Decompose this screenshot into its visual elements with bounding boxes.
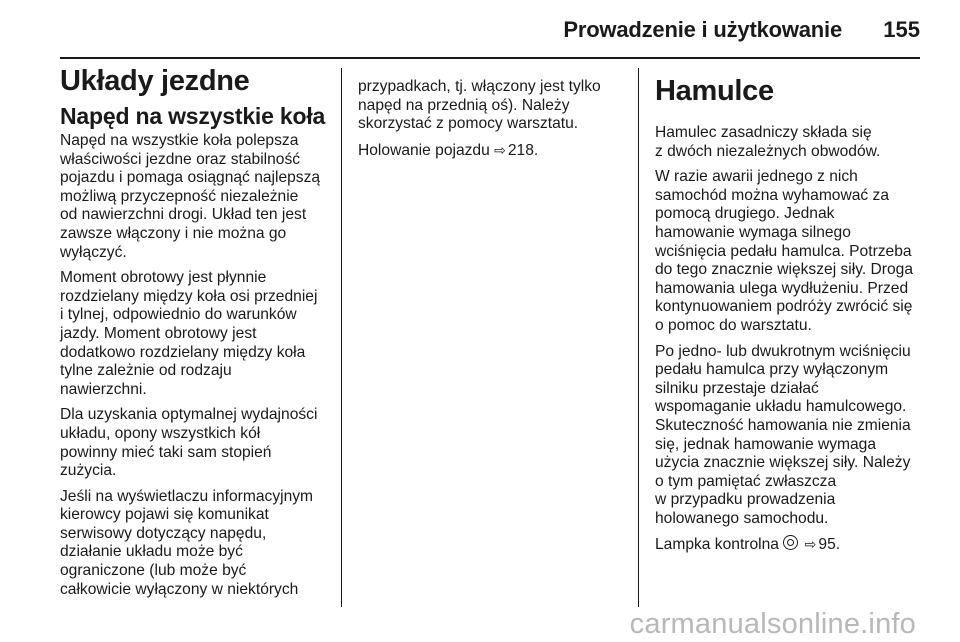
- paragraph: przypadkach, tj. włączony jest tylko napęd na przednią oś). Należy skorzystać z pomocy warsztatu.: [358, 78, 601, 133]
- paragraph: Napęd na wszystkie koła polepsza właściwości jezdne oraz stabilność pojazdu i pomaga osiągnąć najlepszą możliwą przyczepność niezależnie od nawierzchni drogi. Układ ten jest zawsze włączony i nie można go wyłączyć.: [60, 132, 321, 261]
- reference-link[interactable]: 218.: [507, 141, 539, 159]
- paragraph: W razie awarii jednego z nich samochód można wyhamować za pomocą drugiego. Jednak hamowanie wymaga silnego wciśnięcia pedału hamulca. Potrzeba do tego znacznie większej siły. Droga hamowania ulega wydłużeniu. Przed kontynuowaniem podróży zwrócić się o pomoc do warsztatu.: [655, 168, 913, 334]
- arrow-reference-icon: ⇨: [804, 536, 817, 553]
- section-heading-uklady: Układy jezdne: [60, 65, 250, 97]
- section-heading-hamulce: Hamulce: [655, 75, 774, 107]
- reference-line: Holowanie pojazdu ⇨ 218.: [358, 141, 539, 159]
- paragraph: Hamulec zasadniczy składa się z dwóch niezależnych obwodów.: [655, 124, 881, 160]
- page-number: 155: [883, 17, 920, 42]
- column-3: [655, 64, 927, 562]
- reference-line: Lampka kontrolna ⇨ 95.: [655, 536, 841, 554]
- paragraph: Moment obrotowy jest płynnie rozdzielany między koła osi przedniej i tylnej, odpowiednio do warunków jazdy. Moment obrotowy jest dodatkowo rozdzielany między koła tylne zależnie od rodzaju nawierzchni.: [60, 269, 318, 398]
- watermark: carmanualsonline.info: [629, 608, 916, 640]
- arrow-reference-icon: ⇨: [494, 141, 506, 158]
- column-1: [60, 64, 336, 606]
- paragraph: Dla uzyskania optymalnej wydajności układu, opony wszystkich kół powinny mieć taki sam stopień zużycia.: [60, 406, 318, 480]
- brake-warning-lamp-icon: [783, 535, 798, 550]
- paragraph: Po jedno- lub dwukrotnym wciśnięciu pedału hamulca przy wyłączonym silniku przestaje działać wspomaganie układu hamulcowego. Skuteczność hamowania nie zmienia się, jednak hamowanie wymaga użycia znacznie większej siły. Należy o tym pamiętać zwłaszcza w przypadku prowadzenia holowanego samochodu.: [655, 342, 911, 527]
- header-rule: [60, 57, 920, 59]
- header-title: Prowadzenie i użytkowanie: [563, 17, 842, 42]
- paragraph: Jeśli na wyświetlaczu informacyjnym kierowcy pojawi się komunikat serwisowy dotyczący napędu, działanie układu może być ograniczone (lub może być całkowicie wyłączony w niektórych: [60, 487, 314, 598]
- column-divider-2: [638, 68, 639, 607]
- subsection-heading-naped: Napęd na wszystkie koła: [60, 103, 326, 129]
- page-header: [0, 0, 960, 60]
- reference-link[interactable]: 95.: [818, 536, 841, 554]
- column-divider-1: [341, 68, 342, 607]
- column-2: [358, 78, 634, 167]
